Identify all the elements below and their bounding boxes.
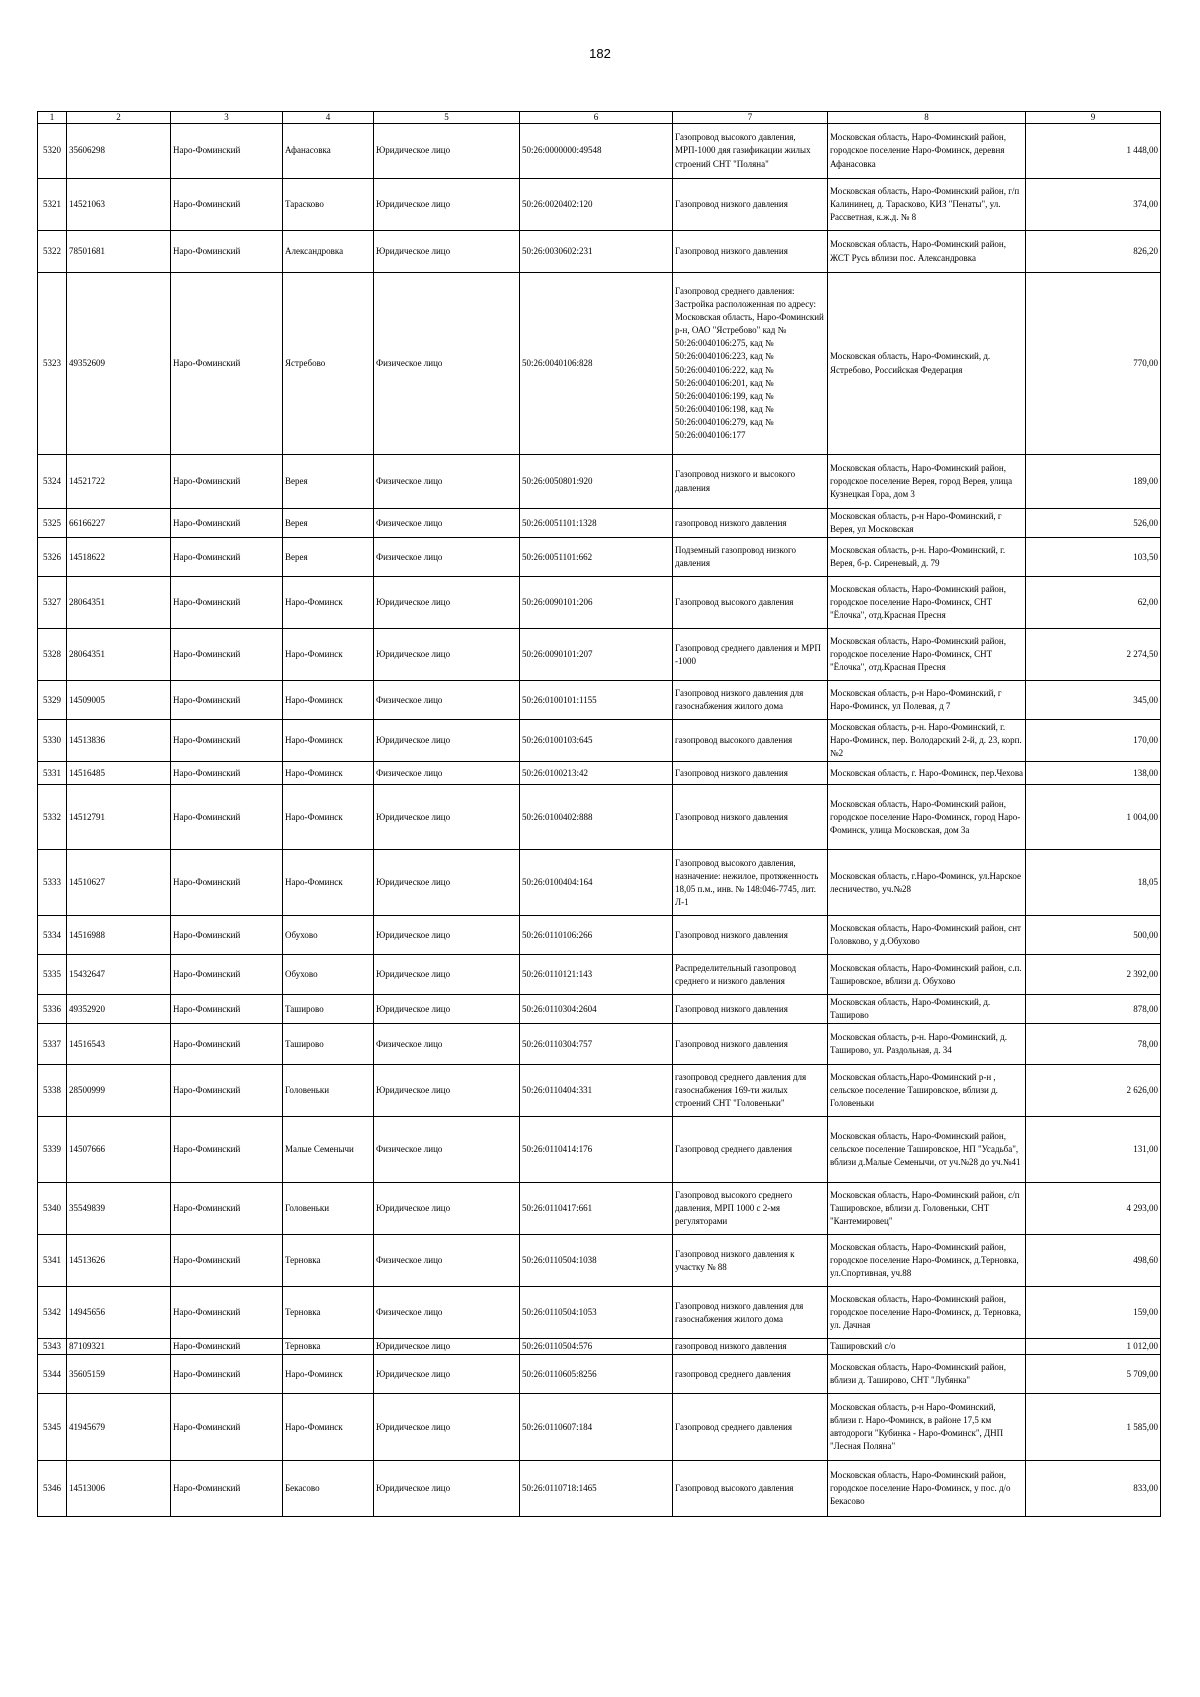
row-number-cell: 5341 xyxy=(38,1235,67,1287)
row-number-cell: 5325 xyxy=(38,509,67,538)
code-cell: 14509005 xyxy=(67,681,171,720)
value-cell: 159,00 xyxy=(1026,1287,1161,1339)
column-header: 3 xyxy=(171,112,283,124)
locality-cell: Наро-Фоминск xyxy=(283,1355,374,1394)
locality-cell: Афанасовка xyxy=(283,124,374,179)
object-description-cell: Газопровод высокого давления xyxy=(673,1461,828,1517)
cadastral-number-cell: 50:26:0000000:49548 xyxy=(520,124,673,179)
address-cell: Московская область, Наро-Фоминский район, ЖСТ Русь вблизи пос. Александровка xyxy=(828,231,1026,273)
cadastral-number-cell: 50:26:0110404:331 xyxy=(520,1065,673,1117)
code-cell: 14507666 xyxy=(67,1117,171,1183)
locality-cell: Наро-Фоминск xyxy=(283,681,374,720)
row-number-cell: 5334 xyxy=(38,916,67,955)
row-number-cell: 5324 xyxy=(38,455,67,509)
locality-cell: Александровка xyxy=(283,231,374,273)
code-cell: 14518622 xyxy=(67,538,171,577)
cadastral-number-cell: 50:26:0090101:206 xyxy=(520,577,673,629)
row-number-cell: 5335 xyxy=(38,955,67,995)
value-cell: 4 293,00 xyxy=(1026,1183,1161,1235)
cadastral-number-cell: 50:26:0100213:42 xyxy=(520,762,673,785)
locality-cell: Верея xyxy=(283,538,374,577)
locality-cell: Ястребово xyxy=(283,273,374,455)
table-row xyxy=(38,1024,1161,1065)
owner-type-cell: Юридическое лицо xyxy=(374,720,520,762)
code-cell: 15432647 xyxy=(67,955,171,995)
row-number-cell: 5342 xyxy=(38,1287,67,1339)
column-header: 6 xyxy=(520,112,673,124)
object-description-cell: Газопровод низкого давления для газоснабжения жилого дома xyxy=(673,1287,828,1339)
address-cell: Московская область, Наро-Фоминский, д. Ястребово, Российская Федерация xyxy=(828,273,1026,455)
row-number-cell: 5337 xyxy=(38,1024,67,1065)
table-row xyxy=(38,1461,1161,1517)
column-number-row xyxy=(38,112,1161,124)
district-cell: Наро-Фоминский xyxy=(171,629,283,681)
table-row xyxy=(38,785,1161,850)
value-cell: 62,00 xyxy=(1026,577,1161,629)
district-cell: Наро-Фоминский xyxy=(171,509,283,538)
table-row xyxy=(38,850,1161,916)
value-cell: 1 585,00 xyxy=(1026,1394,1161,1461)
owner-type-cell: Юридическое лицо xyxy=(374,995,520,1024)
row-number-cell: 5323 xyxy=(38,273,67,455)
address-cell: Московская область, Наро-Фоминский район, сельское поселение Ташировское, НП "Усадьба", вблизи д.Малые Семенычи, от уч.№28 до уч.№41 xyxy=(828,1117,1026,1183)
table-row xyxy=(38,916,1161,955)
value-cell: 18,05 xyxy=(1026,850,1161,916)
value-cell: 131,00 xyxy=(1026,1117,1161,1183)
code-cell: 49352920 xyxy=(67,995,171,1024)
table-row xyxy=(38,1339,1161,1355)
table-row xyxy=(38,1117,1161,1183)
owner-type-cell: Юридическое лицо xyxy=(374,916,520,955)
table-row xyxy=(38,273,1161,455)
district-cell: Наро-Фоминский xyxy=(171,455,283,509)
object-description-cell: Газопровод среднего давления: Застройка расположенная по адресу: Московская область, Наро-Фоминский р-н, ОАО "Ястребово" кад № 50:26:0040106:275, кад № 50:26:0040106:223, кад № 50:26:0040106:222, кад № 50:26:0040106:201, кад № 50:26:0040106:199, кад № 50:26:0040106:198, кад № 50:26:0040106:279, кад № 50:26:0040106:177 xyxy=(673,273,828,455)
row-number-cell: 5327 xyxy=(38,577,67,629)
value-cell: 526,00 xyxy=(1026,509,1161,538)
value-cell: 878,00 xyxy=(1026,995,1161,1024)
locality-cell: Наро-Фоминск xyxy=(283,785,374,850)
code-cell: 14945656 xyxy=(67,1287,171,1339)
address-cell: Московская область, Наро-Фоминский район, городское поселение Наро-Фоминск, д.Терновка, ул.Спортивная, уч.88 xyxy=(828,1235,1026,1287)
cadastral-number-cell: 50:26:0110504:1038 xyxy=(520,1235,673,1287)
table-row xyxy=(38,955,1161,995)
district-cell: Наро-Фоминский xyxy=(171,231,283,273)
object-description-cell: газопровод среднего давления для газоснабжения 169-ти жилых строений СНТ "Головеньки" xyxy=(673,1065,828,1117)
owner-type-cell: Юридическое лицо xyxy=(374,1183,520,1235)
code-cell: 28064351 xyxy=(67,577,171,629)
value-cell: 826,20 xyxy=(1026,231,1161,273)
column-header: 5 xyxy=(374,112,520,124)
value-cell: 833,00 xyxy=(1026,1461,1161,1517)
locality-cell: Наро-Фоминск xyxy=(283,577,374,629)
district-cell: Наро-Фоминский xyxy=(171,916,283,955)
owner-type-cell: Физическое лицо xyxy=(374,455,520,509)
owner-type-cell: Юридическое лицо xyxy=(374,1461,520,1517)
district-cell: Наро-Фоминский xyxy=(171,850,283,916)
locality-cell: Обухово xyxy=(283,955,374,995)
value-cell: 170,00 xyxy=(1026,720,1161,762)
locality-cell: Обухово xyxy=(283,916,374,955)
owner-type-cell: Юридическое лицо xyxy=(374,955,520,995)
row-number-cell: 5338 xyxy=(38,1065,67,1117)
cadastral-number-cell: 50:26:0110718:1465 xyxy=(520,1461,673,1517)
column-header: 9 xyxy=(1026,112,1161,124)
locality-cell: Терновка xyxy=(283,1339,374,1355)
code-cell: 14513626 xyxy=(67,1235,171,1287)
cadastral-number-cell: 50:26:0110504:1053 xyxy=(520,1287,673,1339)
table-row xyxy=(38,1065,1161,1117)
district-cell: Наро-Фоминский xyxy=(171,1065,283,1117)
cadastral-number-cell: 50:26:0110304:757 xyxy=(520,1024,673,1065)
object-description-cell: Газопровод низкого давления к участку № 88 xyxy=(673,1235,828,1287)
page-number: 182 xyxy=(589,46,611,61)
registry-table xyxy=(37,111,1161,1517)
row-number-cell: 5326 xyxy=(38,538,67,577)
address-cell: Московская область, р-н Наро-Фоминский, г Наро-Фоминск, ул Полевая, д 7 xyxy=(828,681,1026,720)
object-description-cell: Газопровод низкого давления xyxy=(673,179,828,231)
owner-type-cell: Физическое лицо xyxy=(374,273,520,455)
value-cell: 2 626,00 xyxy=(1026,1065,1161,1117)
value-cell: 189,00 xyxy=(1026,455,1161,509)
address-cell: Московская область, Наро-Фоминский район, с.п. Ташировское, вблизи д. Обухово xyxy=(828,955,1026,995)
address-cell: Московская область, Наро-Фоминский район, городское поселение Наро-Фоминск, д. Терновка, ул. Дачная xyxy=(828,1287,1026,1339)
cadastral-number-cell: 50:26:0050801:920 xyxy=(520,455,673,509)
row-number-cell: 5340 xyxy=(38,1183,67,1235)
table-row xyxy=(38,762,1161,785)
cadastral-number-cell: 50:26:0100101:1155 xyxy=(520,681,673,720)
code-cell: 14513006 xyxy=(67,1461,171,1517)
district-cell: Наро-Фоминский xyxy=(171,577,283,629)
code-cell: 35606298 xyxy=(67,124,171,179)
district-cell: Наро-Фоминский xyxy=(171,1183,283,1235)
row-number-cell: 5339 xyxy=(38,1117,67,1183)
cadastral-number-cell: 50:26:0110504:576 xyxy=(520,1339,673,1355)
column-header: 2 xyxy=(67,112,171,124)
cadastral-number-cell: 50:26:0110605:8256 xyxy=(520,1355,673,1394)
cadastral-number-cell: 50:26:0100103:645 xyxy=(520,720,673,762)
cadastral-number-cell: 50:26:0030602:231 xyxy=(520,231,673,273)
object-description-cell: Газопровод низкого давления xyxy=(673,916,828,955)
value-cell: 770,00 xyxy=(1026,273,1161,455)
district-cell: Наро-Фоминский xyxy=(171,1024,283,1065)
table-row xyxy=(38,1394,1161,1461)
table-row xyxy=(38,1183,1161,1235)
owner-type-cell: Физическое лицо xyxy=(374,509,520,538)
code-cell: 35605159 xyxy=(67,1355,171,1394)
address-cell: Московская область, Наро-Фоминский район, городское поселение Наро-Фоминск, СНТ "Ёлочка", отд.Красная Пресня xyxy=(828,577,1026,629)
code-cell: 66166227 xyxy=(67,509,171,538)
code-cell: 87109321 xyxy=(67,1339,171,1355)
code-cell: 14516543 xyxy=(67,1024,171,1065)
row-number-cell: 5343 xyxy=(38,1339,67,1355)
object-description-cell: Газопровод низкого давления xyxy=(673,231,828,273)
owner-type-cell: Физическое лицо xyxy=(374,681,520,720)
district-cell: Наро-Фоминский xyxy=(171,720,283,762)
locality-cell: Наро-Фоминск xyxy=(283,850,374,916)
owner-type-cell: Юридическое лицо xyxy=(374,1394,520,1461)
value-cell: 498,60 xyxy=(1026,1235,1161,1287)
value-cell: 1 448,00 xyxy=(1026,124,1161,179)
row-number-cell: 5333 xyxy=(38,850,67,916)
district-cell: Наро-Фоминский xyxy=(171,681,283,720)
table-row xyxy=(38,681,1161,720)
table-row xyxy=(38,1287,1161,1339)
table-body xyxy=(38,124,1161,1517)
object-description-cell: газопровод среднего давления xyxy=(673,1355,828,1394)
value-cell: 374,00 xyxy=(1026,179,1161,231)
district-cell: Наро-Фоминский xyxy=(171,1117,283,1183)
cadastral-number-cell: 50:26:0110121:143 xyxy=(520,955,673,995)
row-number-cell: 5344 xyxy=(38,1355,67,1394)
district-cell: Наро-Фоминский xyxy=(171,1339,283,1355)
value-cell: 138,00 xyxy=(1026,762,1161,785)
table-row xyxy=(38,577,1161,629)
address-cell: Московская область, Наро-Фоминский район, городское поселение Верея, город Верея, улица Кузнецкая Гора, дом 3 xyxy=(828,455,1026,509)
object-description-cell: газопровод низкого давления xyxy=(673,509,828,538)
address-cell: Московская область, Наро-Фоминский район, вблизи д. Таширово, СНТ "Лубянка" xyxy=(828,1355,1026,1394)
row-number-cell: 5345 xyxy=(38,1394,67,1461)
value-cell: 1 004,00 xyxy=(1026,785,1161,850)
cadastral-number-cell: 50:26:0110414:176 xyxy=(520,1117,673,1183)
district-cell: Наро-Фоминский xyxy=(171,124,283,179)
district-cell: Наро-Фоминский xyxy=(171,1394,283,1461)
owner-type-cell: Юридическое лицо xyxy=(374,785,520,850)
address-cell: Московская область, Наро-Фоминский район, снт Головково, у д.Обухово xyxy=(828,916,1026,955)
value-cell: 103,50 xyxy=(1026,538,1161,577)
district-cell: Наро-Фоминский xyxy=(171,995,283,1024)
row-number-cell: 5322 xyxy=(38,231,67,273)
table-row xyxy=(38,1355,1161,1394)
cadastral-number-cell: 50:26:0110304:2604 xyxy=(520,995,673,1024)
owner-type-cell: Юридическое лицо xyxy=(374,577,520,629)
district-cell: Наро-Фоминский xyxy=(171,785,283,850)
address-cell: Ташировский с/о xyxy=(828,1339,1026,1355)
object-description-cell: Газопровод низкого и высокого давления xyxy=(673,455,828,509)
object-description-cell: Газопровод высокого давления xyxy=(673,577,828,629)
owner-type-cell: Юридическое лицо xyxy=(374,1355,520,1394)
value-cell: 345,00 xyxy=(1026,681,1161,720)
district-cell: Наро-Фоминский xyxy=(171,1287,283,1339)
code-cell: 14521063 xyxy=(67,179,171,231)
district-cell: Наро-Фоминский xyxy=(171,1355,283,1394)
code-cell: 41945679 xyxy=(67,1394,171,1461)
object-description-cell: Распределительный газопровод среднего и низкого давления xyxy=(673,955,828,995)
code-cell: 14512791 xyxy=(67,785,171,850)
owner-type-cell: Юридическое лицо xyxy=(374,629,520,681)
cadastral-number-cell: 50:26:0110607:184 xyxy=(520,1394,673,1461)
row-number-cell: 5330 xyxy=(38,720,67,762)
object-description-cell: Газопровод низкого давления для газоснабжения жилого дома xyxy=(673,681,828,720)
code-cell: 78501681 xyxy=(67,231,171,273)
address-cell: Московская область,Наро-Фоминский р-н , сельское поселение Ташировское, вблизи д. Головеньки xyxy=(828,1065,1026,1117)
address-cell: Московская область, Наро-Фоминский, д. Таширово xyxy=(828,995,1026,1024)
code-cell: 14521722 xyxy=(67,455,171,509)
cadastral-number-cell: 50:26:0110417:661 xyxy=(520,1183,673,1235)
locality-cell: Бекасово xyxy=(283,1461,374,1517)
address-cell: Московская область, Наро-Фоминский район, с/п Ташировское, вблизи д. Головеньки, СНТ "Кантемировец" xyxy=(828,1183,1026,1235)
value-cell: 5 709,00 xyxy=(1026,1355,1161,1394)
column-header: 1 xyxy=(38,112,67,124)
object-description-cell: Газопровод высокого среднего давления, МРП 1000 с 2-мя регуляторами xyxy=(673,1183,828,1235)
row-number-cell: 5336 xyxy=(38,995,67,1024)
cadastral-number-cell: 50:26:0100404:164 xyxy=(520,850,673,916)
district-cell: Наро-Фоминский xyxy=(171,955,283,995)
address-cell: Московская область, р-н Наро-Фоминский, г Верея, ул Московская xyxy=(828,509,1026,538)
code-cell: 28064351 xyxy=(67,629,171,681)
locality-cell: Верея xyxy=(283,455,374,509)
owner-type-cell: Юридическое лицо xyxy=(374,179,520,231)
object-description-cell: газопровод низкого давления xyxy=(673,1339,828,1355)
row-number-cell: 5328 xyxy=(38,629,67,681)
owner-type-cell: Физическое лицо xyxy=(374,1117,520,1183)
column-header: 4 xyxy=(283,112,374,124)
address-cell: Московская область, г. Наро-Фоминск, пер.Чехова xyxy=(828,762,1026,785)
locality-cell: Терновка xyxy=(283,1287,374,1339)
locality-cell: Наро-Фоминск xyxy=(283,629,374,681)
locality-cell: Наро-Фоминск xyxy=(283,1394,374,1461)
locality-cell: Верея xyxy=(283,509,374,538)
locality-cell: Малые Семенычи xyxy=(283,1117,374,1183)
district-cell: Наро-Фоминский xyxy=(171,1235,283,1287)
address-cell: Московская область, р-н Наро-Фоминский, вблизи г. Наро-Фоминск, в районе 17,5 км автодороги "Кубинка - Наро-Фоминск", ДНП "Лесная Поляна" xyxy=(828,1394,1026,1461)
table-row xyxy=(38,720,1161,762)
object-description-cell: Газопровод низкого давления xyxy=(673,995,828,1024)
address-cell: Московская область, Наро-Фоминский район, г/п Калининец, д. Тарасково, КИЗ "Пенаты", ул. Рассветная, к.ж.д. № 8 xyxy=(828,179,1026,231)
owner-type-cell: Юридическое лицо xyxy=(374,231,520,273)
table-row xyxy=(38,231,1161,273)
table-row xyxy=(38,455,1161,509)
address-cell: Московская область, Наро-Фоминский район, городское поселение Наро-Фоминск, у пос. д/о Бекасово xyxy=(828,1461,1026,1517)
object-description-cell: Газопровод высокого давления, назначение: нежилое, протяженность 18,05 п.м., инв. № 148:046-7745, лит. Л-1 xyxy=(673,850,828,916)
address-cell: Московская область, р-н. Наро-Фоминский, г. Верея, б-р. Сиреневый, д. 79 xyxy=(828,538,1026,577)
cadastral-number-cell: 50:26:0090101:207 xyxy=(520,629,673,681)
owner-type-cell: Физическое лицо xyxy=(374,1235,520,1287)
table-row xyxy=(38,124,1161,179)
cadastral-number-cell: 50:26:0110106:266 xyxy=(520,916,673,955)
row-number-cell: 5332 xyxy=(38,785,67,850)
object-description-cell: Газопровод низкого давления xyxy=(673,762,828,785)
object-description-cell: Газопровод среднего давления xyxy=(673,1117,828,1183)
address-cell: Московская область, р-н. Наро-Фоминский, д. Таширово, ул. Раздольная, д. 34 xyxy=(828,1024,1026,1065)
district-cell: Наро-Фоминский xyxy=(171,179,283,231)
address-cell: Московская область, Наро-Фоминский район, городское поселение Наро-Фоминск, деревня Афанасовка xyxy=(828,124,1026,179)
code-cell: 35549839 xyxy=(67,1183,171,1235)
value-cell: 500,00 xyxy=(1026,916,1161,955)
object-description-cell: Газопровод низкого давления xyxy=(673,1024,828,1065)
cadastral-number-cell: 50:26:0051101:1328 xyxy=(520,509,673,538)
row-number-cell: 5320 xyxy=(38,124,67,179)
owner-type-cell: Физическое лицо xyxy=(374,762,520,785)
row-number-cell: 5329 xyxy=(38,681,67,720)
row-number-cell: 5331 xyxy=(38,762,67,785)
code-cell: 28500999 xyxy=(67,1065,171,1117)
column-header: 7 xyxy=(673,112,828,124)
object-description-cell: газопровод высокого давления xyxy=(673,720,828,762)
owner-type-cell: Юридическое лицо xyxy=(374,1339,520,1355)
value-cell: 78,00 xyxy=(1026,1024,1161,1065)
code-cell: 14516485 xyxy=(67,762,171,785)
code-cell: 14516988 xyxy=(67,916,171,955)
locality-cell: Головеньки xyxy=(283,1065,374,1117)
table-row xyxy=(38,1235,1161,1287)
value-cell: 2 392,00 xyxy=(1026,955,1161,995)
column-header: 8 xyxy=(828,112,1026,124)
locality-cell: Терновка xyxy=(283,1235,374,1287)
owner-type-cell: Физическое лицо xyxy=(374,538,520,577)
table-row xyxy=(38,629,1161,681)
code-cell: 14510627 xyxy=(67,850,171,916)
table-row xyxy=(38,538,1161,577)
owner-type-cell: Юридическое лицо xyxy=(374,124,520,179)
value-cell: 2 274,50 xyxy=(1026,629,1161,681)
table-row xyxy=(38,509,1161,538)
district-cell: Наро-Фоминский xyxy=(171,762,283,785)
locality-cell: Таширово xyxy=(283,1024,374,1065)
district-cell: Наро-Фоминский xyxy=(171,538,283,577)
table-row xyxy=(38,995,1161,1024)
owner-type-cell: Физическое лицо xyxy=(374,1024,520,1065)
district-cell: Наро-Фоминский xyxy=(171,1461,283,1517)
code-cell: 14513836 xyxy=(67,720,171,762)
table-row xyxy=(38,179,1161,231)
locality-cell: Таширово xyxy=(283,995,374,1024)
owner-type-cell: Юридическое лицо xyxy=(374,1065,520,1117)
district-cell: Наро-Фоминский xyxy=(171,273,283,455)
owner-type-cell: Юридическое лицо xyxy=(374,850,520,916)
row-number-cell: 5346 xyxy=(38,1461,67,1517)
object-description-cell: Газопровод высокого давления, МРП-1000 дяя газификации жилых строений СНТ "Поляна" xyxy=(673,124,828,179)
address-cell: Московская область, Наро-Фоминский район, городское поселение Наро-Фоминск, город Наро-Фоминск, улица Московская, дом 3а xyxy=(828,785,1026,850)
locality-cell: Наро-Фоминск xyxy=(283,762,374,785)
locality-cell: Тарасково xyxy=(283,179,374,231)
locality-cell: Головеньки xyxy=(283,1183,374,1235)
locality-cell: Наро-Фоминск xyxy=(283,720,374,762)
object-description-cell: Газопровод среднего давления xyxy=(673,1394,828,1461)
address-cell: Московская область, Наро-Фоминский район, городское поселение Наро-Фоминск, СНТ "Ёлочка", отд.Красная Пресня xyxy=(828,629,1026,681)
cadastral-number-cell: 50:26:0100402:888 xyxy=(520,785,673,850)
object-description-cell: Газопровод низкого давления xyxy=(673,785,828,850)
object-description-cell: Газопровод среднего давления и МРП -1000 xyxy=(673,629,828,681)
owner-type-cell: Физическое лицо xyxy=(374,1287,520,1339)
value-cell: 1 012,00 xyxy=(1026,1339,1161,1355)
cadastral-number-cell: 50:26:0020402:120 xyxy=(520,179,673,231)
object-description-cell: Подземный газопровод низкого давления xyxy=(673,538,828,577)
cadastral-number-cell: 50:26:0051101:662 xyxy=(520,538,673,577)
cadastral-number-cell: 50:26:0040106:828 xyxy=(520,273,673,455)
row-number-cell: 5321 xyxy=(38,179,67,231)
address-cell: Московская область, г.Наро-Фоминск, ул.Нарское лесничество, уч.№28 xyxy=(828,850,1026,916)
code-cell: 49352609 xyxy=(67,273,171,455)
address-cell: Московская область, р-н. Наро-Фоминский, г. Наро-Фоминск, пер. Володарский 2-й, д. 23, корп. №2 xyxy=(828,720,1026,762)
